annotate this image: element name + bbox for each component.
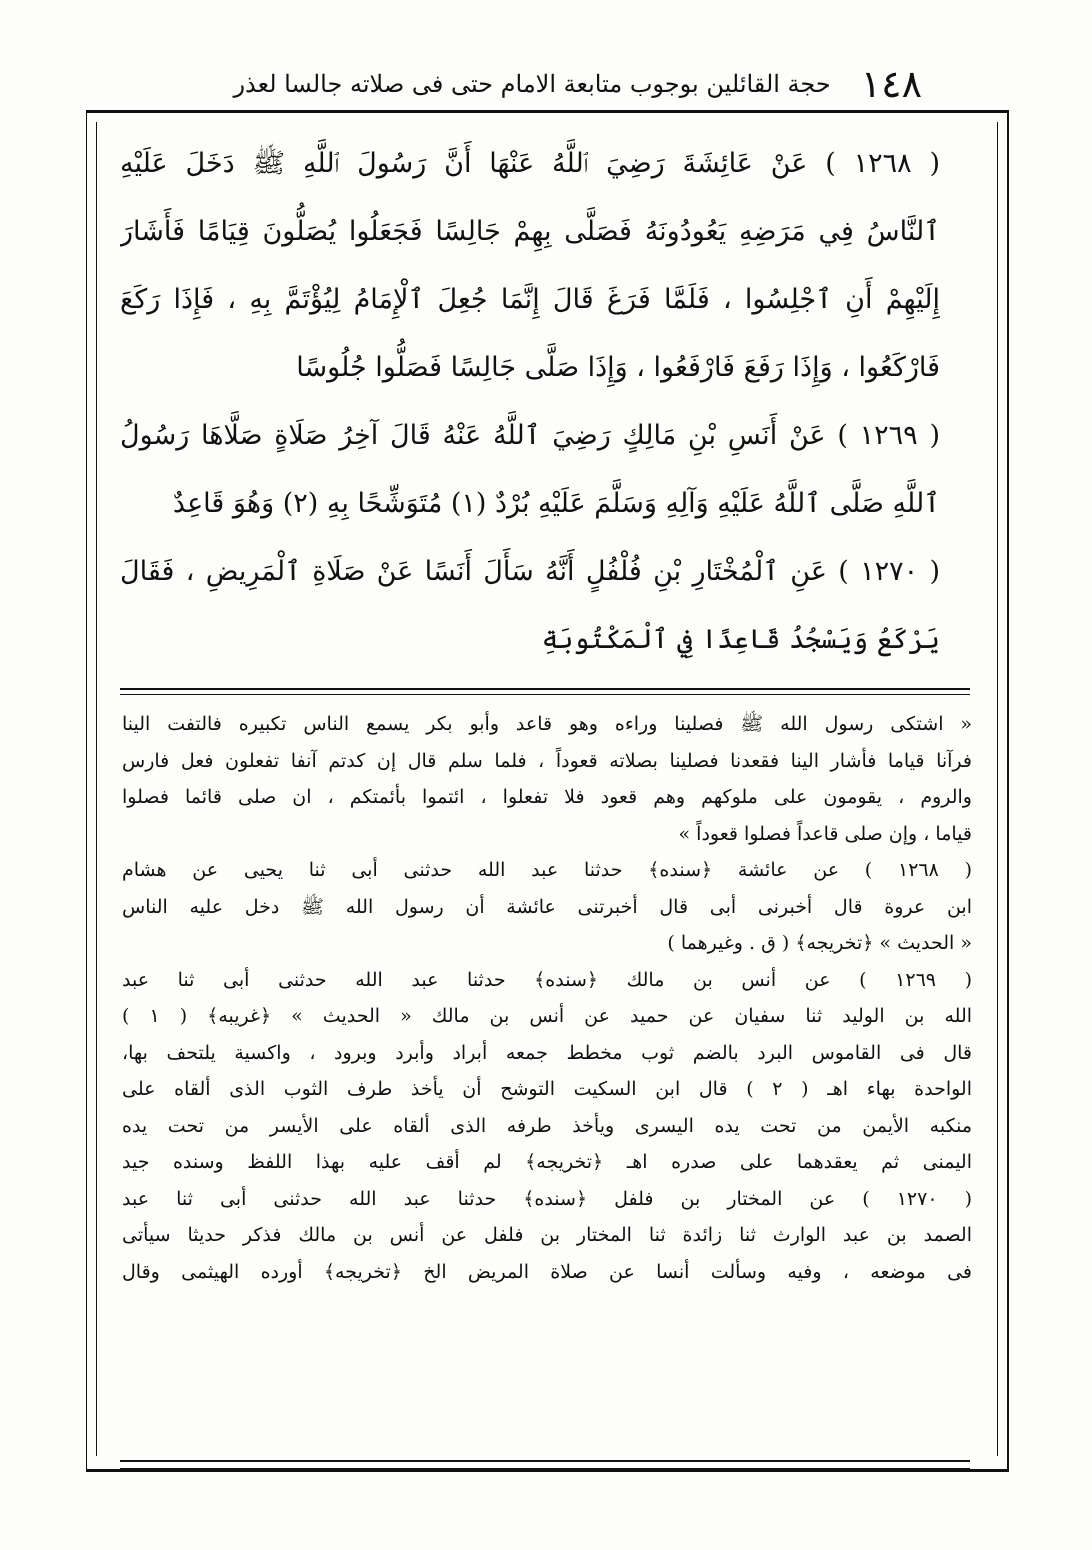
commentary-line: والروم ، يقومون على ملوكهم وهم قعود فلا تفعلوا ، ائتموا بأئمتكم ، ان صلى قائما فصلوا	[122, 786, 972, 808]
hadith-line: ( ١٢٦٩ ) عَنْ أَنَسِ بْنِ مَالِكٍ رَضِيَ ٱللَّهُ عَنْهُ قَالَ آخِرُ صَلَاةٍ صَلَّاهَا رَسُولُ	[120, 420, 940, 451]
hadith-line: ٱلنَّاسُ فِي مَرَضِهِ يَعُودُونَهُ فَصَلَّى بِهِمْ جَالِسًا فَجَعَلُوا يُصَلُّونَ قِيَامًا فَأَشَارَ	[120, 216, 940, 247]
page-number: ١٤٨	[860, 62, 922, 106]
section-separator	[120, 688, 970, 690]
running-title: حجة القائلين بوجوب متابعة الامام حتى فى صلاته جالسا لعذر	[233, 70, 831, 98]
commentary-line: قياما ، وإن صلى قاعداً فصلوا قعوداً »	[678, 822, 972, 845]
commentary-line: « اشتكى رسول الله ﷺ فصلينا وراءه وهو قاعد وأبو بكر يسمع الناس تكبيره فالتفت الينا	[122, 713, 972, 735]
commentary-line: ( ١٢٧٠ ) عن المختار بن فلفل ﴿سنده﴾ حدثنا عبد الله حدثنى أبى ثنا عبد	[122, 1187, 972, 1210]
commentary-line: ابن عروة قال أخبرنى أبى قال أخبرتنى عائشة أن رسول الله ﷺ دخل عليه الناس	[122, 895, 972, 918]
hadith-text-block	[120, 130, 940, 670]
commentary-line: فرآنا قياما فأشار الينا فقعدنا فصلينا بصلاته قعوداً ، فلما سلم قال إن كدتم آنفا تفعلون فعل فارس	[122, 749, 972, 772]
commentary-line: قال فى القاموس البرد بالضم ثوب مخطط جمعه أبراد وأبرد وبرود ، واكسية يلتحف بها،	[122, 1041, 972, 1064]
commentary-line: ( ١٢٦٩ ) عن أنس بن مالك ﴿سنده﴾ حدثنا عبد الله حدثنى أبى ثنا عبد	[122, 968, 972, 991]
hadith-line: ( ١٢٧٠ ) عَنِ ٱلْمُخْتَارِ بْنِ فُلْفُلٍ أَنَّهُ سَأَلَ أَنَسًا عَنْ صَلَاةِ ٱلْمَرِيضِ ، فَقَالَ	[120, 556, 940, 587]
commentary-line: الصمد بن عبد الوارث ثنا زائدة ثنا المختار بن فلفل عن أنس بن مالك فذكر حديثا سيأتى	[122, 1224, 972, 1246]
commentary-line: فى موضعه ، وفيه وسألت أنسا عن صلاة المريض الخ ﴿تخريجه﴾ أورده الهيثمى وقال	[122, 1260, 972, 1283]
commentary-line: الله بن الوليد ثنا سفيان عن حميد عن أنس بن مالك « الحديث » ﴿غريبه﴾ ( ١ )	[122, 1005, 972, 1027]
bottom-rule-thin	[120, 1468, 970, 1469]
hadith-line: إِلَيْهِمْ أَنِ ٱجْلِسُوا ، فَلَمَّا فَرَغَ قَالَ إِنَّمَا جُعِلَ ٱلْإِمَامُ لِيُؤْتَمَّ بِهِ ، فَإِذَا رَكَعَ	[120, 284, 940, 315]
hadith-line: ( ١٢٦٨ ) عَنْ عَائِشَةَ رَضِيَ ٱللَّهُ عَنْهَا أَنَّ رَسُولَ ٱللَّهِ ﷺ دَخَلَ عَلَيْهِ	[120, 148, 940, 179]
hadith-line: يَرْكَعُ وَيَسْجُدُ قَاعِدًا فِي ٱلْمَكْتُوبَةِ	[541, 624, 940, 655]
commentary-block	[122, 706, 972, 1446]
section-separator-thin	[120, 694, 970, 695]
hadith-line: فَارْكَعُوا ، وَإِذَا رَفَعَ فَارْفَعُوا ، وَإِذَا صَلَّى جَالِسًا فَصَلُّوا جُلُوسًا	[296, 352, 940, 383]
commentary-line: « الحديث » ﴿تخريجه﴾ ( ق . وغيرهما )	[667, 932, 972, 954]
page-header	[200, 58, 922, 110]
commentary-line: اليمنى ثم يعقدهما على صدره اهـ ﴿تخريجه﴾ لم أقف عليه بهذا اللفظ وسنده جيد	[122, 1151, 972, 1173]
hadith-line: ٱللَّهِ صَلَّى ٱللَّهُ عَلَيْهِ وَآلِهِ وَسَلَّمَ عَلَيْهِ بُرْدٌ (١) مُتَوَشِّحًا بِهِ (٢) وَهُوَ قَاعِدٌ	[172, 488, 940, 519]
commentary-line: منكبه الأيمن من تحت يده اليسرى ويأخذ طرفه الذى ألقاه على الأيسر من تحت يده	[122, 1114, 972, 1137]
commentary-line: الواحدة بهاء اهـ ( ٢ ) قال ابن السكيت التوشح أن يأخذ طرف الثوب الذى ألقاه على	[122, 1078, 972, 1100]
bottom-rule	[120, 1460, 970, 1462]
commentary-line: ( ١٢٦٨ ) عن عائشة ﴿سنده﴾ حدثنا عبد الله حدثنى أبى ثنا يحيى عن هشام	[122, 859, 972, 881]
